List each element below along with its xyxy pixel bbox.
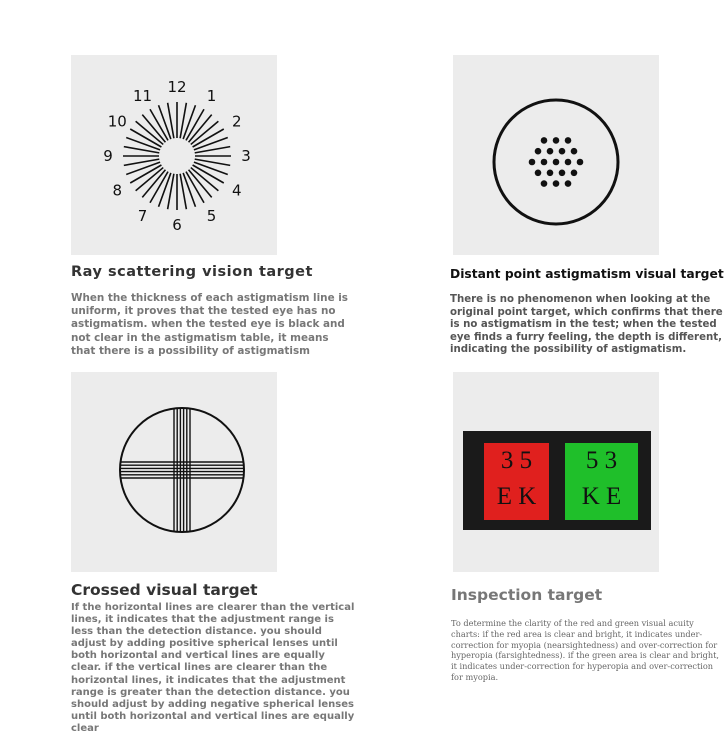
- ray-target-description: When the thickness of each astigmatism line is uniform, it proves that the tested eye has no astigmatism. when the tested eye is black and not clear in the astigmatism table, it means that there is a possibility of astigmatism: [71, 292, 348, 357]
- target-dot: [565, 159, 572, 166]
- target-dot: [565, 137, 572, 144]
- target-dot: [565, 180, 572, 187]
- clock-number: 2: [231, 112, 242, 131]
- target-dot: [553, 159, 560, 166]
- clock-number: 4: [231, 181, 242, 200]
- target-dot: [553, 137, 560, 144]
- target-dot: [547, 148, 554, 155]
- red-panel: [484, 443, 549, 520]
- crossed-target-title: Crossed visual target: [71, 581, 258, 599]
- target-dot: [541, 159, 548, 166]
- clock-number: 1: [206, 87, 217, 106]
- green-panel-letters: K E: [581, 483, 622, 510]
- target-dot: [553, 180, 560, 187]
- target-dot: [547, 170, 554, 177]
- target-dot: [535, 170, 542, 177]
- inspection-target-title: Inspection target: [451, 586, 603, 604]
- point-target-card: [453, 55, 659, 255]
- clock-number: 5: [206, 206, 217, 225]
- inspection-target-description: To determine the clarity of the red and green visual acuity charts: if the red area is clear and bright, it indicates under-correction for myopia (nearsightedness) and over-correction for hyperopia (farsightedness). if the green area is clear and bright, it indicates under-correction for hyperopia and over-correction for myopia.: [451, 618, 719, 682]
- target-dot: [571, 148, 578, 155]
- point-target-description: There is no phenomenon when looking at the original point target, which confirms that there is no astigmatism in the test; when the tested eye finds a furry feeling, the depth is different, indicating the possibility of astigmatism.: [450, 294, 723, 356]
- clock-number: 11: [132, 87, 153, 106]
- target-dot: [529, 159, 536, 166]
- crossed-target-description: If the horizontal lines are clearer than the vertical lines, it indicates that the adjustment range is less than the detection distance. you should adjust by adding positive spherical lenses until both horizontal and vertical lines are equally clear. if the vertical lines are clearer than the horizontal lines, it indicates that the adjustment range is greater than the detection distance. you should adjust by adding negative spherical lenses until both horizontal and vertical lines are equally clear: [71, 602, 355, 734]
- clock-number: 6: [172, 216, 182, 234]
- point-target-title: Distant point astigmatism visual target: [450, 267, 724, 281]
- target-dot: [559, 170, 566, 177]
- green-panel: [565, 443, 638, 520]
- clock-number: 7: [137, 206, 148, 225]
- point-astigmatism-chart: [453, 55, 659, 255]
- red-panel-numbers: 3 5: [500, 447, 533, 474]
- clock-number: 3: [241, 147, 251, 165]
- target-dot: [541, 180, 548, 187]
- inspection-target-card: [453, 372, 659, 572]
- red-green-chart: [463, 431, 651, 530]
- target-dot: [559, 148, 566, 155]
- target-dot: [541, 137, 548, 144]
- crossed-target-ring: [120, 408, 244, 532]
- red-panel-letters: E K: [496, 483, 537, 510]
- crossed-target-card: [71, 372, 277, 572]
- crossed-chart: [71, 372, 277, 572]
- target-dot: [577, 159, 584, 166]
- green-panel-numbers: 5 3: [585, 447, 618, 474]
- clock-number: 8: [112, 181, 123, 200]
- clock-number: 9: [103, 147, 113, 165]
- ray-scattering-chart: [71, 55, 277, 255]
- clock-number: 10: [107, 112, 127, 131]
- target-dot: [571, 170, 578, 177]
- target-dot: [535, 148, 542, 155]
- clock-number: 12: [167, 78, 187, 96]
- ray-target-title: Ray scattering vision target: [71, 264, 313, 280]
- ray-target-card: [71, 55, 277, 255]
